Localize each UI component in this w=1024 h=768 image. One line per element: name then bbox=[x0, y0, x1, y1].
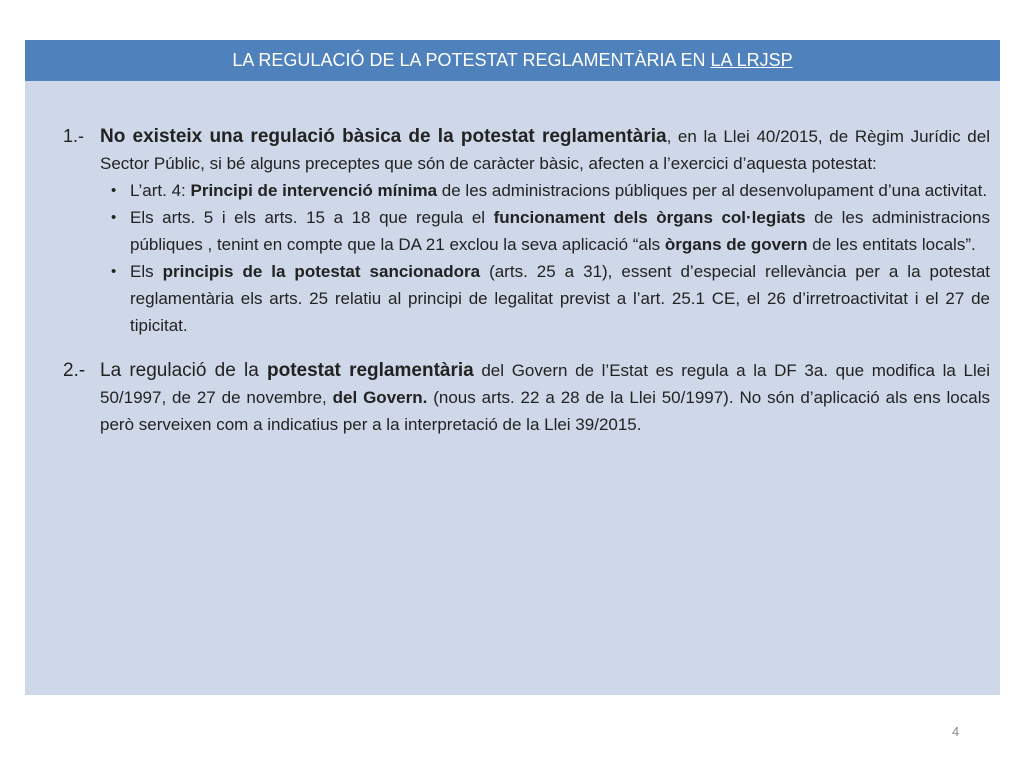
bullet-1-bold: Principi de intervenció mínima bbox=[190, 181, 438, 200]
bullet-marker: • bbox=[111, 182, 117, 199]
slide-title-underlined: LA LRJSP bbox=[710, 50, 793, 70]
bullet-item-2: • Els arts. 5 i els arts. 15 a 18 que regula el funcionament dels òrgans col·legiats de les administracions públiques , tenint en compte que la DA 21 exclou la seva aplicació “als òrgans de govern de les entitats locals”. bbox=[111, 204, 990, 258]
bullet-2-bold: funcionament dels òrgans col·legiats bbox=[493, 208, 806, 227]
paragraph-1 bbox=[63, 123, 990, 177]
slide-title-bar bbox=[25, 40, 1000, 81]
bullet-item-1: • L’art. 4: Principi de intervenció mínima de les administracions públiques per al desenvolupament d’una activitat. bbox=[111, 177, 990, 204]
paragraph-1-bold-lead: No existeix una regulació bàsica de la potestat reglamentària bbox=[100, 126, 667, 147]
bullet-3-bold: principis de la potestat sancionadora bbox=[162, 262, 481, 281]
paragraph-1-number: 1.- bbox=[63, 126, 85, 146]
bullet-list bbox=[63, 177, 990, 339]
bullet-marker: • bbox=[111, 209, 117, 226]
slide-number: 4 bbox=[952, 724, 960, 739]
paragraph-2-lead: La regulació de la bbox=[100, 360, 267, 381]
paragraph-2-bold-2: del Govern. bbox=[332, 388, 428, 407]
paragraph-1-text: , en la Llei 40/2015, de Règim Jurídic del Sector Públic, si bé alguns preceptes que són de caràcter bàsic, afecten a l’exercici d’aquesta potestat: bbox=[100, 127, 990, 173]
slide-title: LA REGULACIÓ DE LA POTESTAT REGLAMENTÀRIA EN LA LRJSP bbox=[232, 50, 793, 70]
paragraph-2-number: 2.- bbox=[63, 360, 86, 381]
bullet-item-3: • Els principis de la potestat sancionadora (arts. 25 a 31), essent d’especial rellevància per a la potestat reglamentària els arts. 25 relatiu al principi de legalitat previst a l’art. 25.1 CE, el 26 d’irretroactivitat i el 27 de tipicitat. bbox=[111, 258, 990, 339]
bullet-2-bold-2: òrgans de govern bbox=[664, 235, 808, 254]
bullet-marker: • bbox=[111, 263, 117, 280]
paragraph-2-bold: potestat reglamentària bbox=[266, 360, 474, 381]
paragraph-2: 2.- La regulació de la potestat reglamentària del Govern de l’Estat es regula a la DF 3a. que modifica la Llei 50/1997, de 27 de novembre, del Govern. (nous arts. 22 a 28 de la Llei 50/1997). No són d’aplicació als ens locals però serveixen com a indicatius per a la interpretació de la Llei 39/2015. bbox=[63, 357, 990, 438]
content-panel bbox=[25, 81, 1000, 695]
